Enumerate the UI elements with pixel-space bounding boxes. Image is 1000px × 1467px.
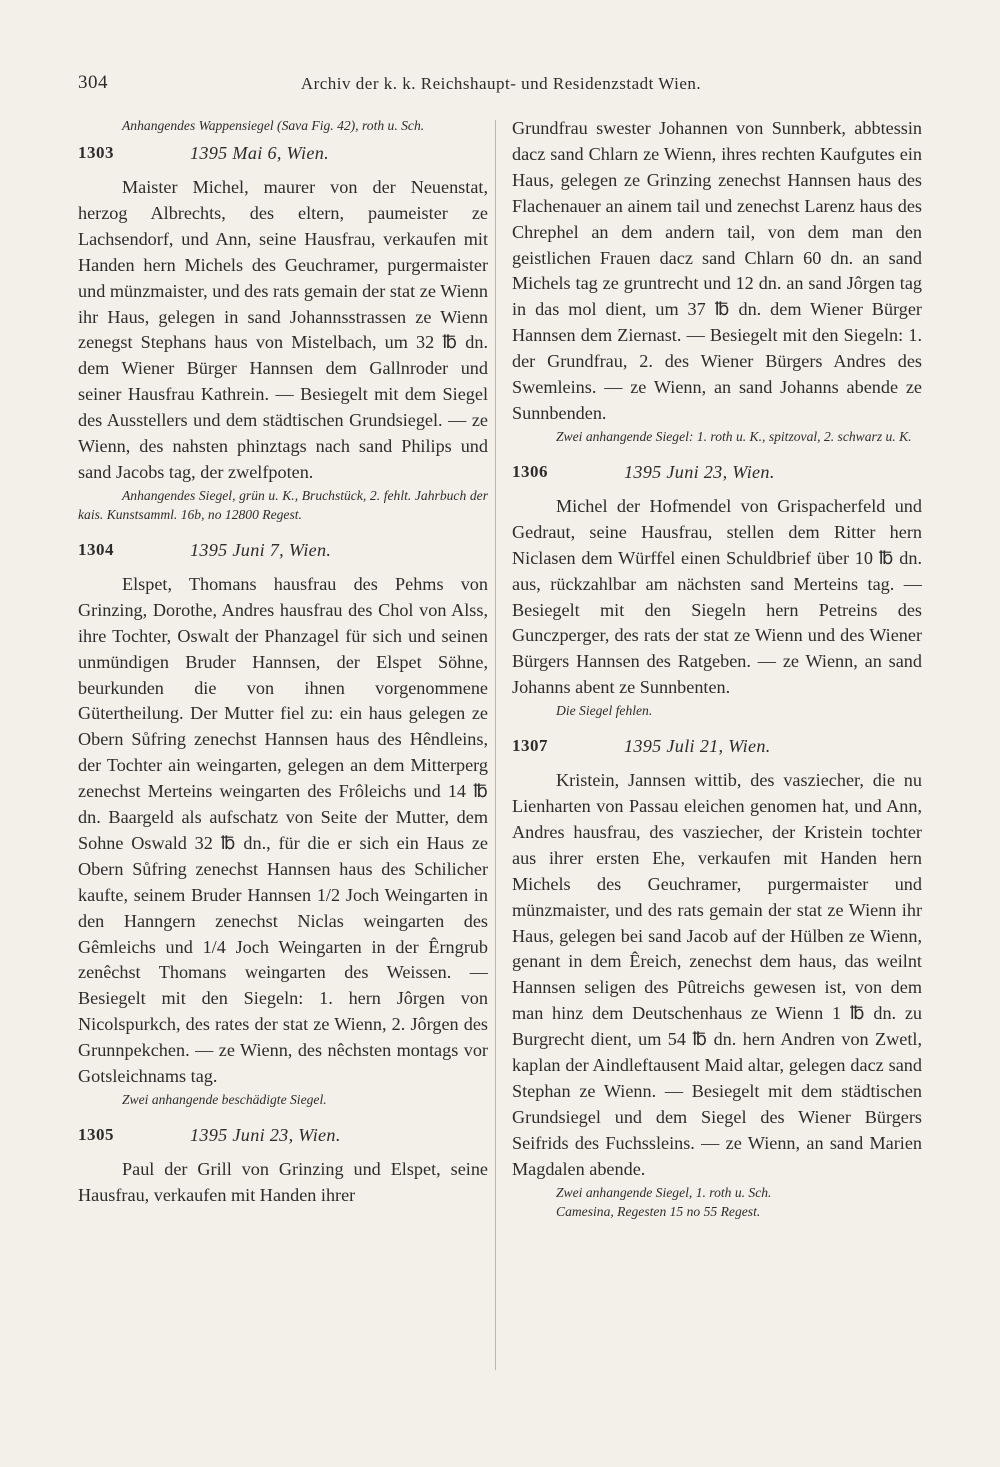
entry-note-1304: Zwei anhangende beschädigte Siegel. bbox=[122, 1092, 327, 1107]
entry-note-1307-b: Camesina, Regesten 15 no 55 Regest. bbox=[556, 1203, 761, 1219]
entry-note-1306: Die Siegel fehlen. bbox=[556, 703, 653, 719]
entry-heading-1306 bbox=[512, 462, 922, 488]
column-divider bbox=[495, 120, 496, 1370]
entry-note-1307-a: Zwei anhangende Siegel, 1. roth u. Sch. bbox=[556, 1184, 772, 1200]
entry-heading-1305 bbox=[78, 1125, 488, 1151]
entry-date: 1395 Juli 21, Wien. bbox=[624, 736, 771, 757]
left-column bbox=[78, 116, 488, 1209]
entry-date: 1395 Juni 23, Wien. bbox=[190, 1125, 341, 1145]
running-title: Archiv der k. k. Reichshaupt- und Residenzstadt Wien. bbox=[300, 74, 702, 93]
entry-number: 1305 bbox=[78, 1125, 114, 1144]
entry-text-1306: Michel der Hofmendel von Grispacherfeld und Gedraut, seine Hausfrau, stellen dem Ritter hern Niclasen dem Würffel einen Schuldbrief über 10 ℔ dn. aus, rückzahlbar am nächsten sand Merteins tag. — Besiegelt mit den Siegeln hern Petreins des Gunczperger, des rats der stat ze Wienn und des Wiener Bürgers Hannsen des Ratgeben. — ze Wienn, an sand Johanns abent ze Sunnbenten. bbox=[512, 495, 922, 698]
entry-text-1305-continued: Grundfrau swester Johannen von Sunnberk, abbtessin dacz sand Chlarn ze Wienn, ihres rechten Kaufgutes ein Haus, gelegen ze Grinzing zenechst Hannsen haus des Flachenauer an ainem tail und zenechst Larenz haus des Chrephel an dem andern tail, von dem man den geistlichen Frauen dacz sand Chlarn 60 dn. an sand Michels tag ze gruntrecht und 12 dn. an sand Jôrgen tag in das mol dient, um 37 ℔ dn. dem Wiener Bürger Hannsen dem Ziernast. — Besiegelt mit den Siegeln: 1. der Grundfrau, 2. des Wiener Bürgers Andres des Swemleins. — ze Wienn, an sand Johanns abende ze Sunnbenden. bbox=[512, 118, 922, 423]
entry-text-1304: Elspet, Thomans hausfrau des Pehms von Grinzing, Dorothe, Andres hausfrau des Chol von Alss, ihre Tochter, Oswalt der Phanzagel für sich und seinen unmündigen Bruder Hannsen, der Elspet Söhne, beurkunden die von ihnen vorgenommene Gütertheilung. Der Mutter fiel zu: ein haus gelegen ze Obern Sůfring zenechst Hannsen haus des Hêndleins, der Tochter ain weingarten, gelegen an dem Mitterperg zenechst Merteins weingarten des Frôleichs und 14 ℔ dn. Baargeld als aufschatz von Seite der Mutter, dem Sohne Oswald 32 ℔ dn., für die er sich ein Haus ze Obern Sůfring zenechst Hannsen haus des Schilicher kaufte, seinem Bruder Hannsen 1/2 Joch Weingarten in den Hanngern zenechst Niclas weingarten des Gêmleichs und 1/4 Joch Weingarten in der Êrngrub zenêchst Thomans weingarten des Weissen. — Besiegelt mit den Siegeln: 1. hern Jôrgen von Nicolspurkch, des rates der stat ze Wienn, 2. Jôrgen des Grunnpekchen. — ze Wienn, des nêchsten montags vor Gotsleichnams tag. bbox=[78, 573, 488, 1087]
entry-date: 1395 Juni 7, Wien. bbox=[190, 539, 332, 560]
carryover-note: Anhangendes Wappensiegel (Sava Fig. 42), roth u. Sch. bbox=[122, 118, 425, 133]
entry-note-1303: Anhangendes Siegel, grün u. K., Bruchstück, 2. fehlt. Jahrbuch der kais. Kunstsamml. 16b, no 12800 Regest. bbox=[78, 487, 488, 522]
right-column bbox=[512, 116, 922, 1221]
entry-heading-1307 bbox=[512, 736, 922, 762]
entry-date: 1395 Mai 6, Wien. bbox=[190, 143, 329, 163]
entry-heading-1304 bbox=[78, 540, 488, 566]
entry-heading-1303 bbox=[78, 143, 488, 169]
entry-text-1305-start: Paul der Grill von Grinzing und Elspet, seine Hausfrau, verkaufen mit Handen ihrer bbox=[78, 1159, 488, 1205]
entry-number: 1307 bbox=[512, 736, 548, 756]
entry-text-1307: Kristein, Jannsen wittib, des vasziecher, die nu Lienharten von Passau eleichen genomen hat, und Ann, Andres hausfrau, des vasziecher, der Kristein tochter aus ihrer ersten Ehe, verkaufen mit Handen hern Michels des Geuchramer, purgermaister und münzmaister, und des rats gemain der stat ze Wienn ihr Haus, gelegen bei sand Jacob auf der Hülben ze Wienn, genant in dem Êreich, zenechst dem haus, das weilnt Hannsen seligen des Pûtreichs gewesen ist, von dem man hinz dem Deutschenhaus ze Wienn 1 ℔ dn. zu Burgrecht dient, um 54 ℔ dn. hern Andren von Zwetl, kaplan der Aindleftausent Maid altar, gelegen dacz sand Stephan ze Wienn. — Besiegelt mit dem städtischen Grundsiegel und dem Siegel des Wiener Bürgers Seifrids des Fuchssleins. — ze Wienn, an sand Marien Magdalen abende. bbox=[512, 770, 922, 1179]
entry-note-1305: Zwei anhangende Siegel: 1. roth u. K., spitzoval, 2. schwarz u. K. bbox=[556, 428, 912, 444]
entry-number: 1304 bbox=[78, 539, 114, 559]
page-header bbox=[78, 72, 924, 102]
entry-date: 1395 Juni 23, Wien. bbox=[624, 461, 775, 482]
entry-number: 1306 bbox=[512, 461, 548, 481]
entry-text-1303: Maister Michel, maurer von der Neuenstat, herzog Albrechts, des eltern, paumeister ze Lachsendorf, und Ann, seine Hausfrau, verkaufen mit Handen hern Michels des Geuchramer, purgermaister und münzmaister, und des rats gemain der stat ze Wienn ihr Haus, gelegen in sand Johannsstrassen ze Wienn zenegst Stephans haus von Mistelbach, um 32 ℔ dn. dem Wiener Bürger Hannsen dem Gallnroder und seiner Hausfrau Kathrein. — Besiegelt mit dem Siegel des Ausstellers und dem städtischen Grundsiegel. — ze Wienn, des nahsten phinztags nach sand Philips und sand Jacobs tag, der zwelfpoten. bbox=[78, 177, 488, 482]
entry-number: 1303 bbox=[78, 143, 114, 162]
page-number: 304 bbox=[78, 72, 108, 93]
